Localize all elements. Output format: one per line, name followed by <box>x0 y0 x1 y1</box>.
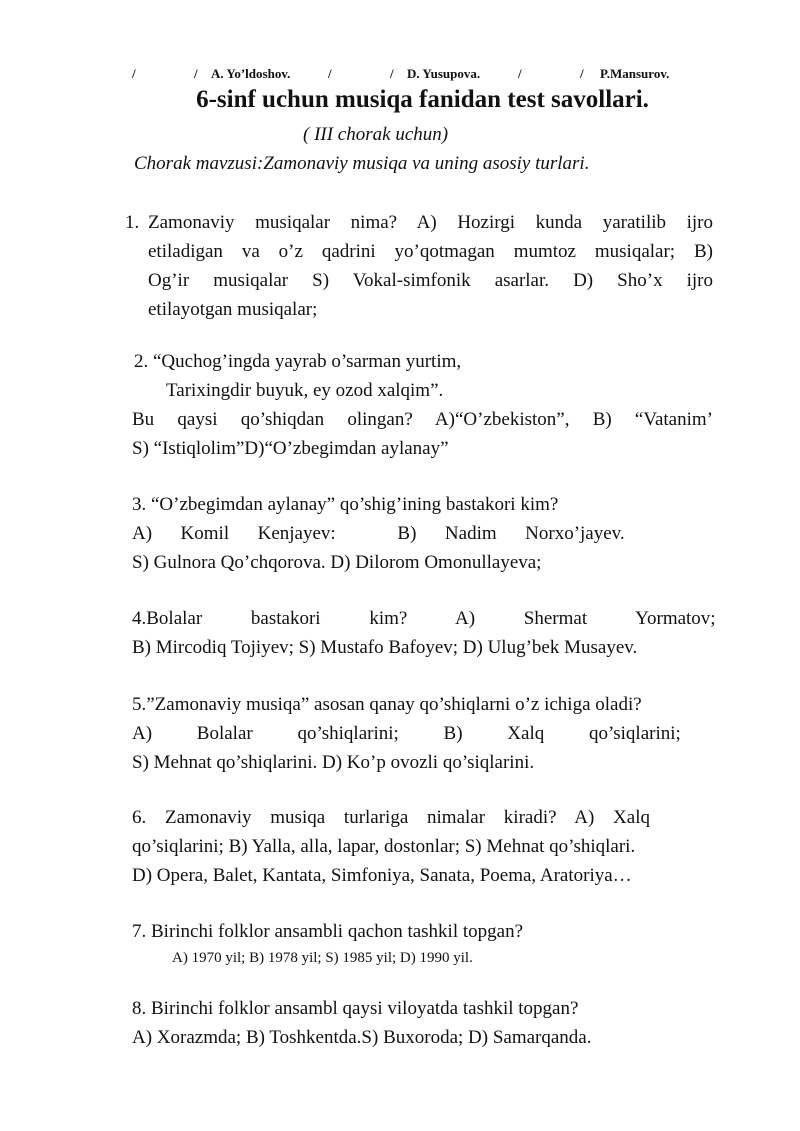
question-line: 2. “Quchog’ingda yayrab o’sarman yurtim, <box>134 351 462 372</box>
question-number: 1. <box>125 212 140 233</box>
page-title: 6-sinf uchun musiqa fanidan test savollari. <box>196 86 649 113</box>
question-line: Og’ir musiqalar S) Vokal-simfonik asarlar. D) Sho’x ijro <box>148 270 713 291</box>
question-line: Bu qaysi qo’shiqdan olingan? A)“O’zbekiston”, B) “Vatanim’ <box>132 409 713 430</box>
question-line: Zamonaviy musiqalar nima? A) Hozirgi kunda yaratilib ijro <box>148 212 713 233</box>
slash-separator: / <box>518 66 522 81</box>
quarter-topic: Chorak mavzusi:Zamonaviy musiqa va uning asosiy turlari. <box>134 153 590 174</box>
question-1 <box>125 208 713 324</box>
question-3 <box>132 490 713 577</box>
question-line: A) Xorazmda; B) Toshkentda.S) Buxoroda; D) Samarqanda. <box>132 1027 592 1048</box>
slash-separator: / <box>132 66 136 81</box>
question-line: S) “Istiqlolim”D)“O’zbegimdan aylanay” <box>132 438 449 459</box>
question-7 <box>132 917 713 970</box>
answer-options: A) 1970 yil; B) 1978 yil; S) 1985 yil; D) 1990 yil. <box>172 950 473 966</box>
slash-separator: / <box>328 66 332 81</box>
question-line: 8. Birinchi folklor ansambl qaysi viloyatda tashkil topgan? <box>132 998 579 1019</box>
question-5 <box>132 690 713 777</box>
slash-separator: / <box>194 66 198 81</box>
question-line: etilayotgan musiqalar; <box>148 299 318 320</box>
question-line: A) Komil Kenjayev: B) Nadim Norxo’jayev. <box>132 523 625 544</box>
question-line: Tarixingdir buyuk, ey ozod xalqim”. <box>166 380 444 401</box>
question-6 <box>132 803 713 890</box>
question-line: B) Mircodiq Tojiyev; S) Mustafo Bafoyev; D) Ulug’bek Musayev. <box>132 637 638 658</box>
question-line: D) Opera, Balet, Kantata, Simfoniya, Sanata, Poema, Aratoriya… <box>132 865 632 886</box>
author-line <box>132 66 712 84</box>
question-line: qo’siqlarini; B) Yalla, alla, lapar, dostonlar; S) Mehnat qo’shiqlari. <box>132 836 636 857</box>
author-name: P.Mansurov. <box>600 66 670 81</box>
question-line: S) Mehnat qo’shiqlarini. D) Ko’p ovozli qo’siqlarini. <box>132 752 535 773</box>
question-line: 5.”Zamonaviy musiqa” asosan qanay qo’shiqlarni o’z ichiga oladi? <box>132 694 642 715</box>
author-name: D. Yusupova. <box>407 66 481 81</box>
slash-separator: / <box>580 66 584 81</box>
slash-separator: / <box>390 66 394 81</box>
question-8 <box>132 994 713 1052</box>
question-line: 6. Zamonaviy musiqa turlariga nimalar kiradi? A) Xalq <box>132 807 650 828</box>
question-line: 7. Birinchi folklor ansambli qachon tashkil topgan? <box>132 921 524 942</box>
question-line: etiladigan va o’z qadrini yo’qotmagan mumtoz musiqalar; B) <box>148 241 713 262</box>
question-4 <box>132 604 716 662</box>
question-line: S) Gulnora Qo’chqorova. D) Dilorom Omonullayeva; <box>132 552 542 573</box>
page-subtitle: ( III chorak uchun) <box>303 124 449 145</box>
question-line: A) Bolalar qo’shiqlarini; B) Xalq qo’siqlarini; <box>132 723 681 744</box>
question-line: 4.Bolalar bastakori kim? A) Shermat Yormatov; <box>132 608 716 629</box>
question-line: 3. “O’zbegimdan aylanay” qo’shig’ining bastakori kim? <box>132 494 559 515</box>
question-2 <box>132 347 713 463</box>
author-name: A. Yo’ldoshov. <box>211 66 291 81</box>
